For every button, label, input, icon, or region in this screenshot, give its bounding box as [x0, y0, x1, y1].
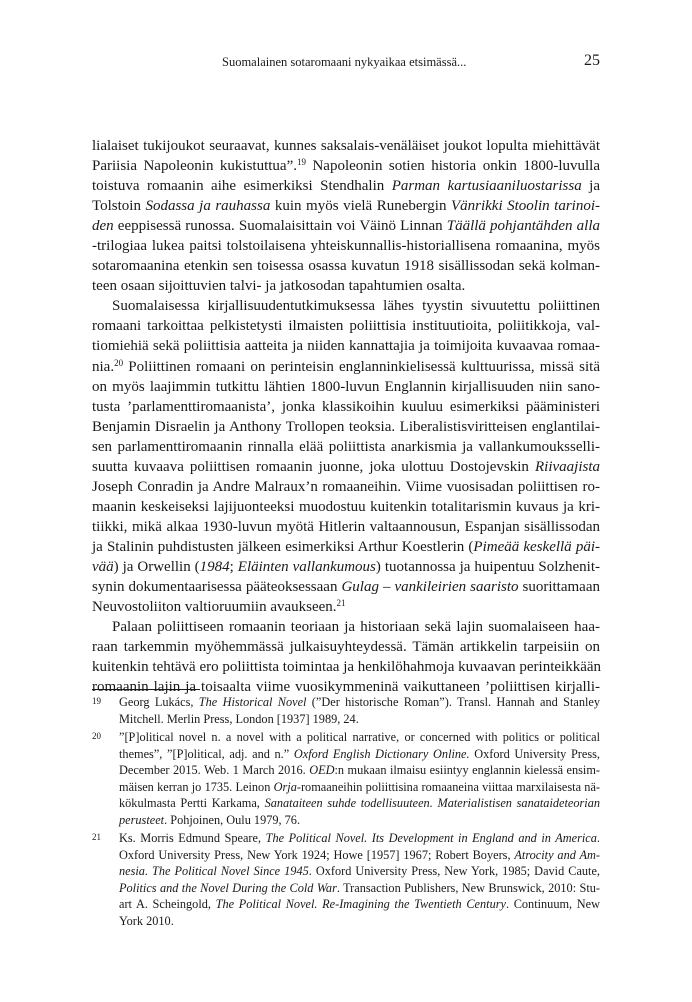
text-run: . Transaction Publishers, New Brunswick, 2010: Stu-: [336, 880, 600, 895]
text-run: romaanin lajin ja toisaalta viime vuosikymmeninä vaikuttaneen ’poliittisen kirjalli-: [92, 679, 600, 696]
footnote-line: [119, 913, 600, 930]
text-run: Ks. Morris Edmund Speare,: [119, 831, 266, 845]
italic-run: Oxford English Dictionary Online.: [293, 746, 470, 761]
text-line: [92, 457, 600, 477]
italic-run: Pimeää keskellä päi-: [473, 538, 600, 555]
italic-run: den: [92, 218, 114, 235]
text-line: [92, 617, 600, 637]
footnote-line: [119, 746, 600, 763]
footnote-line: [119, 762, 600, 779]
italic-run: Politics and the Novel During the Cold War: [119, 880, 337, 895]
text-line: [92, 296, 600, 316]
footnote-separator: [92, 689, 200, 690]
text-line: [92, 236, 600, 256]
footnote-line: [119, 812, 600, 829]
text-run: sotaromaanina etenkin sen toisessa osassa kuvatun 1918 sisällissodan sekä kolman-: [92, 258, 600, 275]
text-line: [92, 276, 600, 296]
text-run: Palaan poliittiseen romaanin teoriaan ja historiaan sekä lajin suomalaiseen haa-: [112, 619, 600, 636]
italic-run: Gulag – vankileirien saaristo: [341, 579, 519, 596]
italic-run: Täällä pohjantähden alla: [446, 218, 600, 235]
footnote: [92, 830, 600, 929]
text-run: . Pohjoinen, Oulu 1979, 76.: [164, 812, 301, 827]
text-run: teen osaan sijoittuvien talvi- ja jatkosodan tapahtumien osalta.: [92, 278, 466, 295]
footnote: [92, 729, 600, 828]
text-line: [92, 637, 600, 657]
text-run: Benjamin Disraelin ja Anthony Trollopen teoksia. Liberalistisviritteisen englantilai-: [92, 418, 600, 435]
footnote-line: [119, 711, 600, 728]
paragraph: [92, 617, 600, 697]
text-run: Joseph Conradin ja Andre Malraux’n romaaneihin. Viime vuosisadan poliittisen ro-: [92, 478, 600, 495]
footnote-ref: 21: [336, 598, 346, 609]
text-line: [92, 397, 600, 417]
text-run: ) ja Orwellin (: [113, 558, 200, 575]
italic-run: 1984: [199, 558, 230, 575]
text-run: synin dokumentaarisessa pääteoksessaan: [92, 579, 342, 596]
text-line: [92, 336, 600, 356]
footnote-line: [119, 863, 600, 880]
italic-run: The Political Novel. Re-Imagining the Twentieth Century: [215, 897, 506, 911]
text-run: nia.: [92, 358, 115, 375]
text-run: eeppisessä runossa. Suomalaisittain voi Väinö Linnan: [113, 218, 447, 235]
text-run: -romaaneihin poliittisina romaaneina viittaa marxilaisesta nä-: [296, 779, 600, 794]
text-run: toistuva romaanin aihe esimerkiksi Stendhalin: [92, 178, 392, 195]
footnote-number: 19: [92, 696, 101, 706]
footnote-number: 20: [92, 731, 101, 741]
running-head: Suomalainen sotaromaani nykyaikaa etsimässä...: [222, 55, 467, 69]
text-line: [92, 577, 600, 597]
italic-run: Sanataiteen suhde todellisuuteen. Materialistisen sanataideteorian: [264, 796, 600, 810]
text-run: kökulmasta Pertti Karkama,: [119, 796, 265, 810]
page-number: 25: [584, 52, 600, 69]
text-line: [92, 176, 600, 196]
text-run: . Continuum, New: [505, 897, 600, 911]
text-run: kuitenkin tehtävä ero poliittista toimintaa ja henkilöhahmoja kuvaavan perinteikkään: [92, 659, 602, 676]
text-run: maanin keskeiseksi lajijuonteeksi muodostuu kuitenkin totalitarismin kuvaus ja kri-: [92, 498, 600, 515]
text-run: ja: [581, 178, 600, 195]
italic-run: vää: [92, 558, 114, 575]
text-line: [92, 136, 600, 156]
footnote-number: 21: [92, 832, 101, 842]
text-line: [92, 417, 600, 437]
text-run: raan tarkemmin myöhemmässä julkaisuyhteydessä. Tämän artikkelin tarpeisiin on: [92, 639, 600, 656]
text-run: Oxford University Press,: [469, 746, 601, 761]
text-run: :n mukaan ilmaisu esiintyy englannin kielessä ensim-: [334, 763, 600, 777]
text-run: suorittamaan: [518, 579, 600, 596]
footnote-ref: 20: [114, 357, 124, 368]
paragraph: [92, 136, 600, 296]
text-line: [92, 377, 600, 397]
text-run: York 2010.: [119, 913, 174, 928]
text-run: art A. Scheingold,: [119, 897, 216, 911]
italic-run: Eläinten vallankumous: [237, 558, 376, 575]
text-run: ja Stalinin puhdistusten jälkeen esimerkiksi Arthur Koestlerin (: [92, 538, 474, 555]
text-run: Mitchell. Merlin Press, London [1937] 1989, 24.: [119, 711, 359, 726]
text-line: [92, 477, 600, 497]
text-line: [92, 156, 600, 176]
text-run: Suomalaisessa kirjallisuudentutkimuksessa lähes tyystin sivuutettu poliittinen: [112, 298, 600, 315]
italic-run: OED: [309, 763, 335, 777]
italic-run: Parman kartusiaaniluostarissa: [391, 178, 582, 195]
italic-run: perusteet: [119, 812, 165, 827]
text-run: suutta kuvaava poliittisen romaanin juonne, joka ulottuu Dostojevskin: [92, 458, 535, 475]
text-line: [92, 357, 600, 377]
footnote-line: [119, 896, 600, 913]
text-run: Pariisia Napoleonin kukistuttua”.: [92, 158, 297, 175]
italic-run: Orja: [273, 779, 297, 794]
italic-run: Atrocity and Am-: [514, 847, 600, 862]
footnote-line: [119, 729, 600, 746]
text-line: [92, 216, 600, 236]
text-line: [92, 597, 600, 617]
text-run: (”Der historische Roman”). Transl. Hannah and Stanley: [306, 695, 600, 709]
footnotes: [92, 694, 600, 931]
text-run: . Oxford University Press, New York, 1985; David Caute,: [308, 864, 600, 878]
text-run: themes”, ”[P]olitical, adj. and n.”: [119, 746, 294, 761]
text-run: sen parlamenttiromaanin rinnalla elää poliittista anarkismia ja vallankumouksselli-: [92, 438, 600, 455]
footnote-line: [119, 847, 600, 864]
text-run: Neuvostoliiton valtioruumiin avaukseen.: [92, 599, 337, 616]
text-line: [92, 657, 600, 677]
text-line: [92, 557, 600, 577]
text-run: ”[P]olitical novel n. a novel with a political narrative, or concerned with politics or political: [119, 730, 600, 744]
italic-run: Sodassa ja rauhassa: [145, 198, 271, 215]
text-run: Tolstoin: [92, 198, 146, 215]
body-text: [92, 136, 600, 697]
footnote: [92, 694, 600, 727]
text-run: Georg Lukács,: [119, 695, 199, 709]
paragraph: [92, 296, 600, 617]
italic-run: Vänrikki Stoolin tarinoi-: [450, 198, 600, 215]
text-run: tiikki, mikä alkaa 1930-luvun myötä Hitlerin valtaannousun, Espanjan sisällissodan: [92, 518, 600, 535]
text-line: [92, 497, 600, 517]
page-header: [92, 52, 600, 72]
text-line: [92, 517, 600, 537]
text-line: [92, 256, 600, 276]
footnote-line: [119, 779, 600, 796]
text-run: Poliittinen romaani on perinteisin englanninkielisessä kulttuurissa, missä sitä: [123, 358, 600, 375]
text-run: kuin myös vielä Runebergin: [270, 198, 451, 215]
italic-run: Riivaajista: [535, 458, 600, 475]
footnote-line: [119, 830, 600, 847]
text-line: [92, 437, 600, 457]
footnote-line: [119, 795, 600, 812]
text-line: [92, 537, 600, 557]
italic-run: The Historical Novel: [198, 695, 307, 709]
footnote-ref: 19: [297, 157, 306, 168]
italic-run: The Political Novel. Its Development in England and in America: [265, 831, 597, 845]
text-run: mäisen kerran jo 1735. Leinon: [119, 779, 274, 794]
text-run: lialaiset tukijoukot seuraavat, kunnes saksalais-venäläiset joukot lopulta miehittävät: [92, 138, 600, 154]
text-run: Napoleonin sotien historia onkin 1800-luvulla: [306, 158, 600, 175]
text-run: ;: [229, 558, 238, 575]
text-run: tiomiehiä sekä poliittisia aatteita ja niiden kannattajia ja toimijoita kuvaavaa romaa-: [92, 338, 600, 355]
text-run: December 2015. Web. 1 March 2016.: [119, 763, 310, 777]
text-line: [92, 316, 600, 336]
text-run: tusta ’parlamenttiromaanista’, jonka klassikoihin kuuluu esimerkiksi pääministeri: [92, 398, 600, 415]
italic-run: nesia. The Political Novel Since 1945: [119, 864, 309, 878]
text-run: Oxford University Press, New York 1924; Howe [1957] 1967; Robert Boyers,: [119, 847, 515, 862]
text-run: ) tuotannossa ja huipentuu Solzhenit-: [375, 558, 601, 575]
text-run: romaani tarkoittaa pelkistetysti ilmaisten poliittisia instituutioita, poliitikkoja, val-: [92, 318, 600, 335]
footnote-line: [119, 880, 600, 897]
text-run: .: [596, 831, 600, 845]
text-run: on myös laajimmin tutkittu lähtien 1800-luvun Englannin kirjallisuuden niin sano-: [92, 378, 600, 395]
text-line: [92, 196, 600, 216]
text-run: -trilogiaa lukea paitsi tolstoilaisena yhteiskunnallis-historiallisena romaanina, myös: [92, 238, 600, 255]
footnote-line: [119, 694, 600, 711]
